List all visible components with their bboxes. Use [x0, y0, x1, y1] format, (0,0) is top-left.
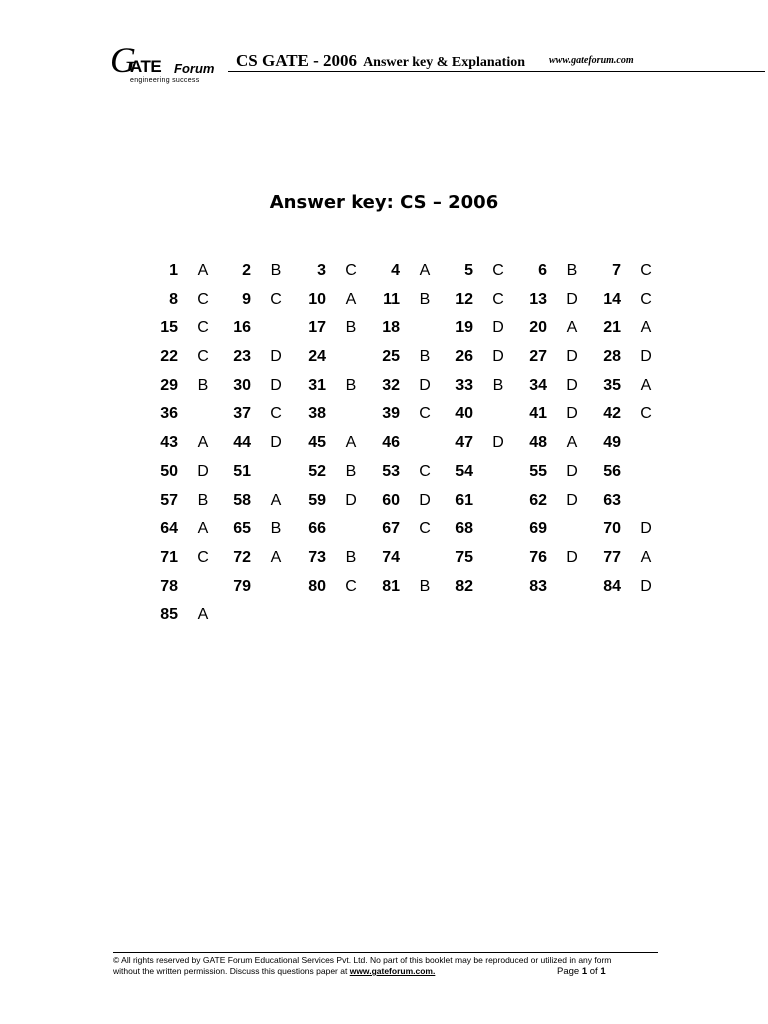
question-number: 45	[308, 434, 326, 452]
question-number: 4	[391, 262, 400, 279]
page-footer	[113, 952, 658, 977]
header-title	[236, 51, 525, 71]
page-heading: Answer key: CS – 2006	[269, 192, 499, 213]
question-number: 65	[233, 520, 251, 538]
question-number: 37	[233, 405, 251, 423]
answer-letter: C	[640, 290, 652, 308]
question-number: 23	[233, 348, 251, 366]
question-number: 67	[382, 520, 400, 538]
answer-letter: D	[566, 348, 578, 366]
question-number: 85	[160, 606, 178, 624]
answer-letter: D	[640, 577, 652, 595]
question-number: 53	[382, 462, 400, 480]
question-number: 56	[603, 462, 621, 480]
question-number: 13	[529, 290, 547, 308]
question-number: 44	[233, 434, 251, 452]
question-number: 6	[538, 262, 547, 279]
question-number: 84	[603, 577, 621, 595]
answer-letter: D	[640, 520, 652, 538]
answer-letter: B	[345, 319, 357, 337]
answer-letter: C	[640, 262, 652, 279]
answer-letter: C	[419, 520, 431, 538]
question-number: 76	[529, 548, 547, 566]
question-number: 51	[233, 462, 251, 480]
question-number: 52	[308, 462, 326, 480]
question-number: 25	[382, 348, 400, 366]
question-number: 46	[382, 434, 400, 452]
question-number: 32	[382, 376, 400, 394]
page-header	[108, 42, 658, 92]
answer-letter: A	[345, 290, 357, 308]
answer-letter: B	[345, 548, 357, 566]
question-number: 66	[308, 520, 326, 538]
answer-letter: B	[270, 262, 282, 279]
question-number: 73	[308, 548, 326, 566]
question-number: 50	[160, 462, 178, 480]
question-number: 28	[603, 348, 621, 366]
answer-letter: B	[419, 348, 431, 366]
question-number: 22	[160, 348, 178, 366]
answer-letter: D	[566, 548, 578, 566]
question-number: 43	[160, 434, 178, 452]
question-number: 26	[455, 348, 473, 366]
answer-letter: A	[197, 606, 209, 624]
question-number: 80	[308, 577, 326, 595]
answer-letter: B	[270, 520, 282, 538]
answer-letter: A	[345, 434, 357, 452]
question-number: 69	[529, 520, 547, 538]
question-number: 57	[160, 491, 178, 509]
answer-letter: A	[270, 548, 282, 566]
question-number: 54	[455, 462, 473, 480]
question-number: 18	[382, 319, 400, 337]
answer-letter: D	[566, 405, 578, 423]
header-website[interactable]: www.gateforum.com	[549, 55, 634, 66]
answer-letter: C	[270, 290, 282, 308]
answer-letter: D	[492, 434, 504, 452]
question-number: 35	[603, 376, 621, 394]
answer-letter: C	[419, 462, 431, 480]
question-number: 58	[233, 491, 251, 509]
answer-letter: A	[640, 548, 652, 566]
answer-letter: D	[270, 348, 282, 366]
answer-letter: B	[566, 262, 578, 279]
question-number: 27	[529, 348, 547, 366]
question-number: 30	[233, 376, 251, 394]
question-number: 38	[308, 405, 326, 423]
question-number: 1	[169, 262, 178, 279]
permission-line: without the written permission. Discuss this questions paper at www.gateforum.com. Page 1 of 1	[113, 966, 606, 977]
answer-letter: A	[197, 520, 209, 538]
question-number: 48	[529, 434, 547, 452]
question-number: 24	[308, 348, 326, 366]
question-number: 60	[382, 491, 400, 509]
answer-letter: B	[345, 376, 357, 394]
question-number: 12	[455, 290, 473, 308]
question-number: 7	[612, 262, 621, 279]
answer-letter: C	[640, 405, 652, 423]
answer-letter: C	[197, 319, 209, 337]
question-number: 41	[529, 405, 547, 423]
question-number: 61	[455, 491, 473, 509]
question-number: 11	[383, 290, 400, 308]
answer-letter: D	[492, 319, 504, 337]
question-number: 16	[233, 319, 251, 337]
answer-letter: D	[566, 290, 578, 308]
answer-letter: D	[270, 434, 282, 452]
question-number: 81	[382, 577, 400, 595]
answer-letter: C	[419, 405, 431, 423]
answer-letter: A	[566, 434, 578, 452]
question-number: 29	[160, 376, 178, 394]
question-number: 47	[455, 434, 473, 452]
answer-letter: A	[270, 491, 282, 509]
question-number: 71	[160, 548, 178, 566]
question-number: 36	[160, 405, 178, 423]
answer-letter: B	[492, 376, 504, 394]
question-number: 34	[529, 376, 547, 394]
question-number: 70	[603, 520, 621, 538]
question-number: 55	[529, 462, 547, 480]
question-number: 14	[603, 290, 621, 308]
answer-letter: C	[492, 290, 504, 308]
gateforum-logo: G ATE Forum engineering success	[110, 40, 215, 84]
answer-letter: A	[640, 319, 652, 337]
question-number: 82	[455, 577, 473, 595]
question-number: 77	[603, 548, 621, 566]
page-number: Page 1 of 1	[557, 966, 606, 977]
copyright-line: © All rights reserved by GATE Forum Educational Services Pvt. Ltd. No part of this booklet may be reproduced or utilized in any form	[113, 955, 612, 965]
answer-letter: D	[566, 376, 578, 394]
question-number: 15	[160, 319, 178, 337]
question-number: 39	[382, 405, 400, 423]
gateforum-link[interactable]: www.gateforum.com.	[349, 966, 436, 976]
question-number: 10	[308, 290, 326, 308]
question-number: 5	[464, 262, 473, 279]
question-number: 75	[455, 548, 473, 566]
question-number: 78	[160, 577, 178, 595]
question-number: 59	[308, 491, 326, 509]
exam-title: CS GATE - 2006	[236, 51, 358, 70]
question-number: 19	[455, 319, 473, 337]
answer-letter: C	[197, 348, 209, 366]
answer-letter: A	[566, 319, 578, 337]
answer-letter: B	[419, 290, 431, 308]
answer-letter: D	[419, 491, 431, 509]
answer-letter: D	[566, 462, 578, 480]
question-number: 72	[233, 548, 251, 566]
question-number: 79	[233, 577, 251, 595]
answer-letter: B	[345, 462, 357, 480]
header-rule	[228, 71, 765, 72]
answer-letter: D	[270, 376, 282, 394]
answer-letter: A	[640, 376, 652, 394]
question-number: 17	[308, 319, 326, 337]
answer-letter: D	[345, 491, 357, 509]
answer-letter: C	[197, 548, 209, 566]
answer-letter: A	[197, 262, 209, 279]
question-number: 63	[603, 491, 621, 509]
answer-letter: A	[419, 262, 431, 279]
answer-letter: C	[270, 405, 282, 423]
question-number: 68	[455, 520, 473, 538]
question-number: 33	[455, 376, 473, 394]
answer-letter: C	[345, 262, 357, 279]
answer-letter: B	[197, 376, 209, 394]
question-number: 83	[529, 577, 547, 595]
answer-letter: C	[197, 290, 209, 308]
question-number: 62	[529, 491, 547, 509]
question-number: 31	[308, 376, 326, 394]
answer-letter: C	[345, 577, 357, 595]
answer-letter: D	[492, 348, 504, 366]
question-number: 40	[455, 405, 473, 423]
answer-letter: D	[640, 348, 652, 366]
question-number: 21	[603, 319, 621, 337]
question-number: 8	[169, 290, 178, 308]
document-subtitle: Answer key & Explanation	[363, 55, 525, 70]
answer-letter: B	[419, 577, 431, 595]
answer-letter: D	[197, 462, 209, 480]
answer-letter: A	[197, 434, 209, 452]
question-number: 2	[242, 262, 251, 279]
question-number: 9	[242, 290, 251, 308]
question-number: 74	[382, 548, 400, 566]
question-number: 64	[160, 520, 178, 538]
answer-letter: C	[492, 262, 504, 279]
footer-rule	[113, 952, 658, 953]
question-number: 20	[529, 319, 547, 337]
answer-letter: D	[419, 376, 431, 394]
answer-letter: D	[566, 491, 578, 509]
question-number: 42	[603, 405, 621, 423]
answer-letter: B	[197, 491, 209, 509]
question-number: 49	[603, 434, 621, 452]
question-number: 3	[317, 262, 326, 279]
